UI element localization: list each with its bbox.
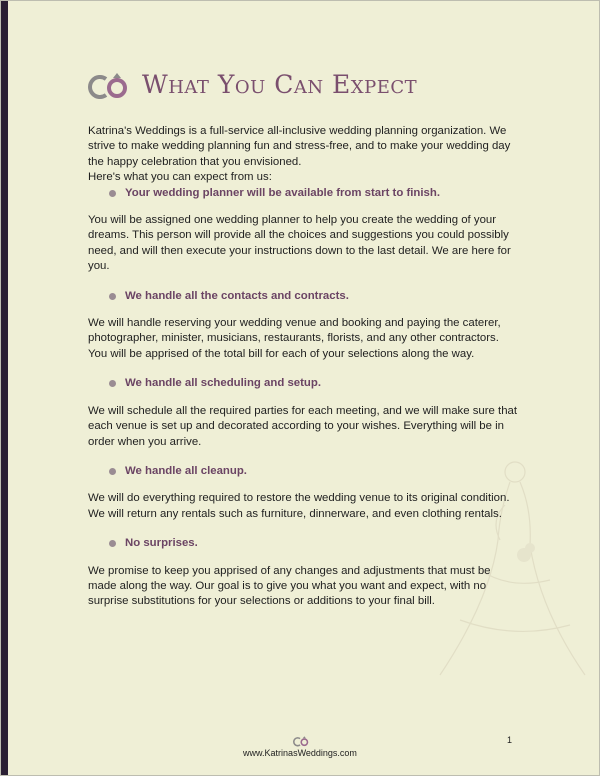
lead-paragraph: Here's what you can expect from us: xyxy=(88,171,272,184)
list-item-body: We will schedule all the required parties for each meeting, and we will make sure that each venue is set up and decorated according to your wishes. Everything will be in order when you arrive. xyxy=(88,404,518,448)
list-item-heading-text: We handle all the contacts and contracts. xyxy=(125,289,349,302)
page-title: What You Can Expect xyxy=(142,70,418,99)
list-item-body: We will do everything required to restore the wedding venue to its original condition. We will return any rentals such as furniture, dinnerware, and even clothing rentals. xyxy=(88,492,510,520)
list-item-body: You will be assigned one wedding planner to help you create the wedding of your dreams. This person will provide all the choices and suggestions you could possibly need, and will then execute your instructions down to the last detail. We are here for you. xyxy=(88,214,511,273)
list-item-body: We promise to keep you apprised of any changes and adjustments that must be made along the way. Our goal is to give you what you want and expect, with no surprise substitutions for your selections or additions to your final bill. xyxy=(88,564,491,608)
page-number: 1 xyxy=(507,735,513,745)
intro-paragraph: Katrina's Weddings is a full-service all-inclusive wedding planning organization. We strive to make wedding planning fun and stress-free, and to make your wedding day the happy celebration that you envisioned. xyxy=(88,125,511,168)
list-item-heading-text: We handle all cleanup. xyxy=(125,464,247,477)
list-item-body: We will handle reserving your wedding venue and booking and paying the caterer, photographer, minister, musicians, restaurants, florists, and any other contractors. You will be apprised of the total bill for each of your selections along the way. xyxy=(88,317,501,360)
list-item-heading-text: We handle all scheduling and setup. xyxy=(125,377,321,390)
list-item-heading-text: Your wedding planner will be available from start to finish. xyxy=(125,186,440,199)
list-item-heading-text: No surprises. xyxy=(125,537,198,550)
footer-url: www.KatrinasWeddings.com xyxy=(243,748,357,758)
